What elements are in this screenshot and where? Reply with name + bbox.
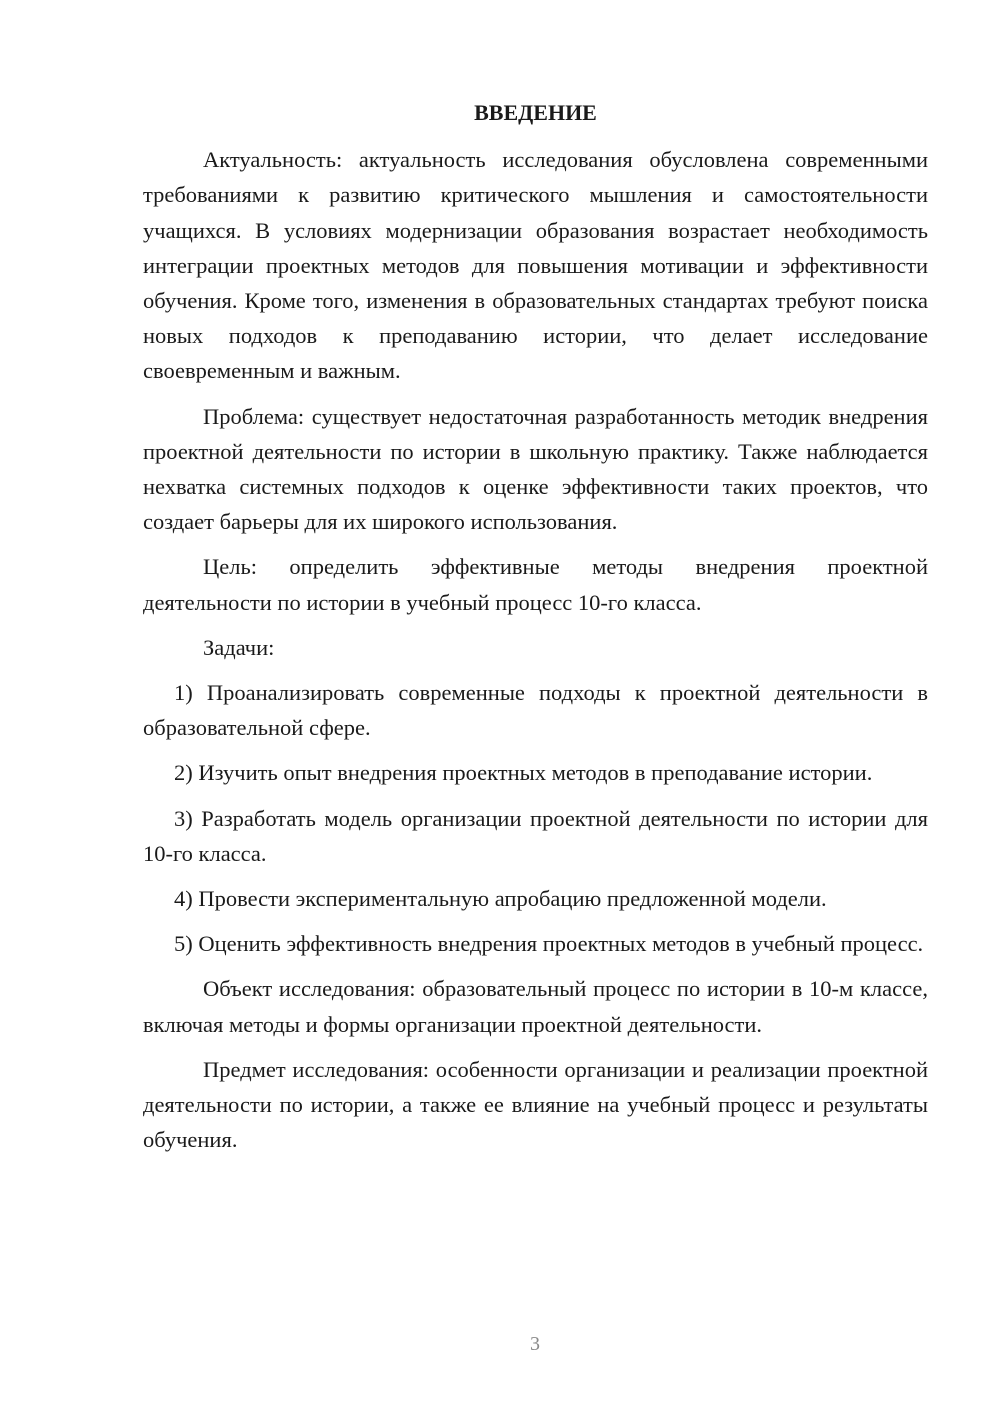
- document-page: [143, 95, 928, 1167]
- paragraph-subject: Предмет исследования: особенности организации и реализации проектной деятельности по истории, а также ее влияние на учебный процесс и результаты обучения.: [143, 1056, 928, 1153]
- paragraph-problem: Проблема: существует недостаточная разработанность методик внедрения проектной деятельности по истории в школьную практику. Также наблюдается нехватка системных подходов к оценке эффективности таких проектов, что создает барьеры для их широкого использования.: [143, 403, 928, 535]
- section-title: ВВЕДЕНИЕ: [474, 100, 597, 125]
- paragraph-tasks-heading: Задачи:: [203, 634, 275, 660]
- task-item-5: 5) Оценить эффективность внедрения проектных методов в учебный процесс.: [174, 931, 924, 957]
- page-number: 3: [530, 1333, 540, 1355]
- paragraph-object: Объект исследования: образовательный процесс по истории в 10-м классе, включая методы и формы организации проектной деятельности.: [143, 976, 928, 1037]
- task-item-4: 4) Провести экспериментальную апробацию предложенной модели.: [174, 886, 827, 912]
- task-item-1: 1) Проанализировать современные подходы к проектной деятельности в образовательной сфере.: [143, 680, 928, 741]
- task-item-2: 2) Изучить опыт внедрения проектных методов в преподавание истории.: [174, 760, 873, 786]
- paragraph-relevance: Актуальность: актуальность исследования обусловлена современными требованиями к развитию критического мышления и самостоятельности учащихся. В условиях модернизации образования возрастает необходимость интеграции проектных методов для повышения мотивации и эффективности обучения. Кроме того, изменения в образовательных стандартах требуют поиска новых подходов к преподаванию истории, что делает исследование своевременным и важным.: [143, 147, 928, 384]
- task-item-3: 3) Разработать модель организации проектной деятельности по истории для 10-го класса.: [143, 805, 928, 866]
- paragraph-goal: Цель: определить эффективные методы внедрения проектной деятельности по истории в учебный процесс 10-го класса.: [143, 554, 928, 615]
